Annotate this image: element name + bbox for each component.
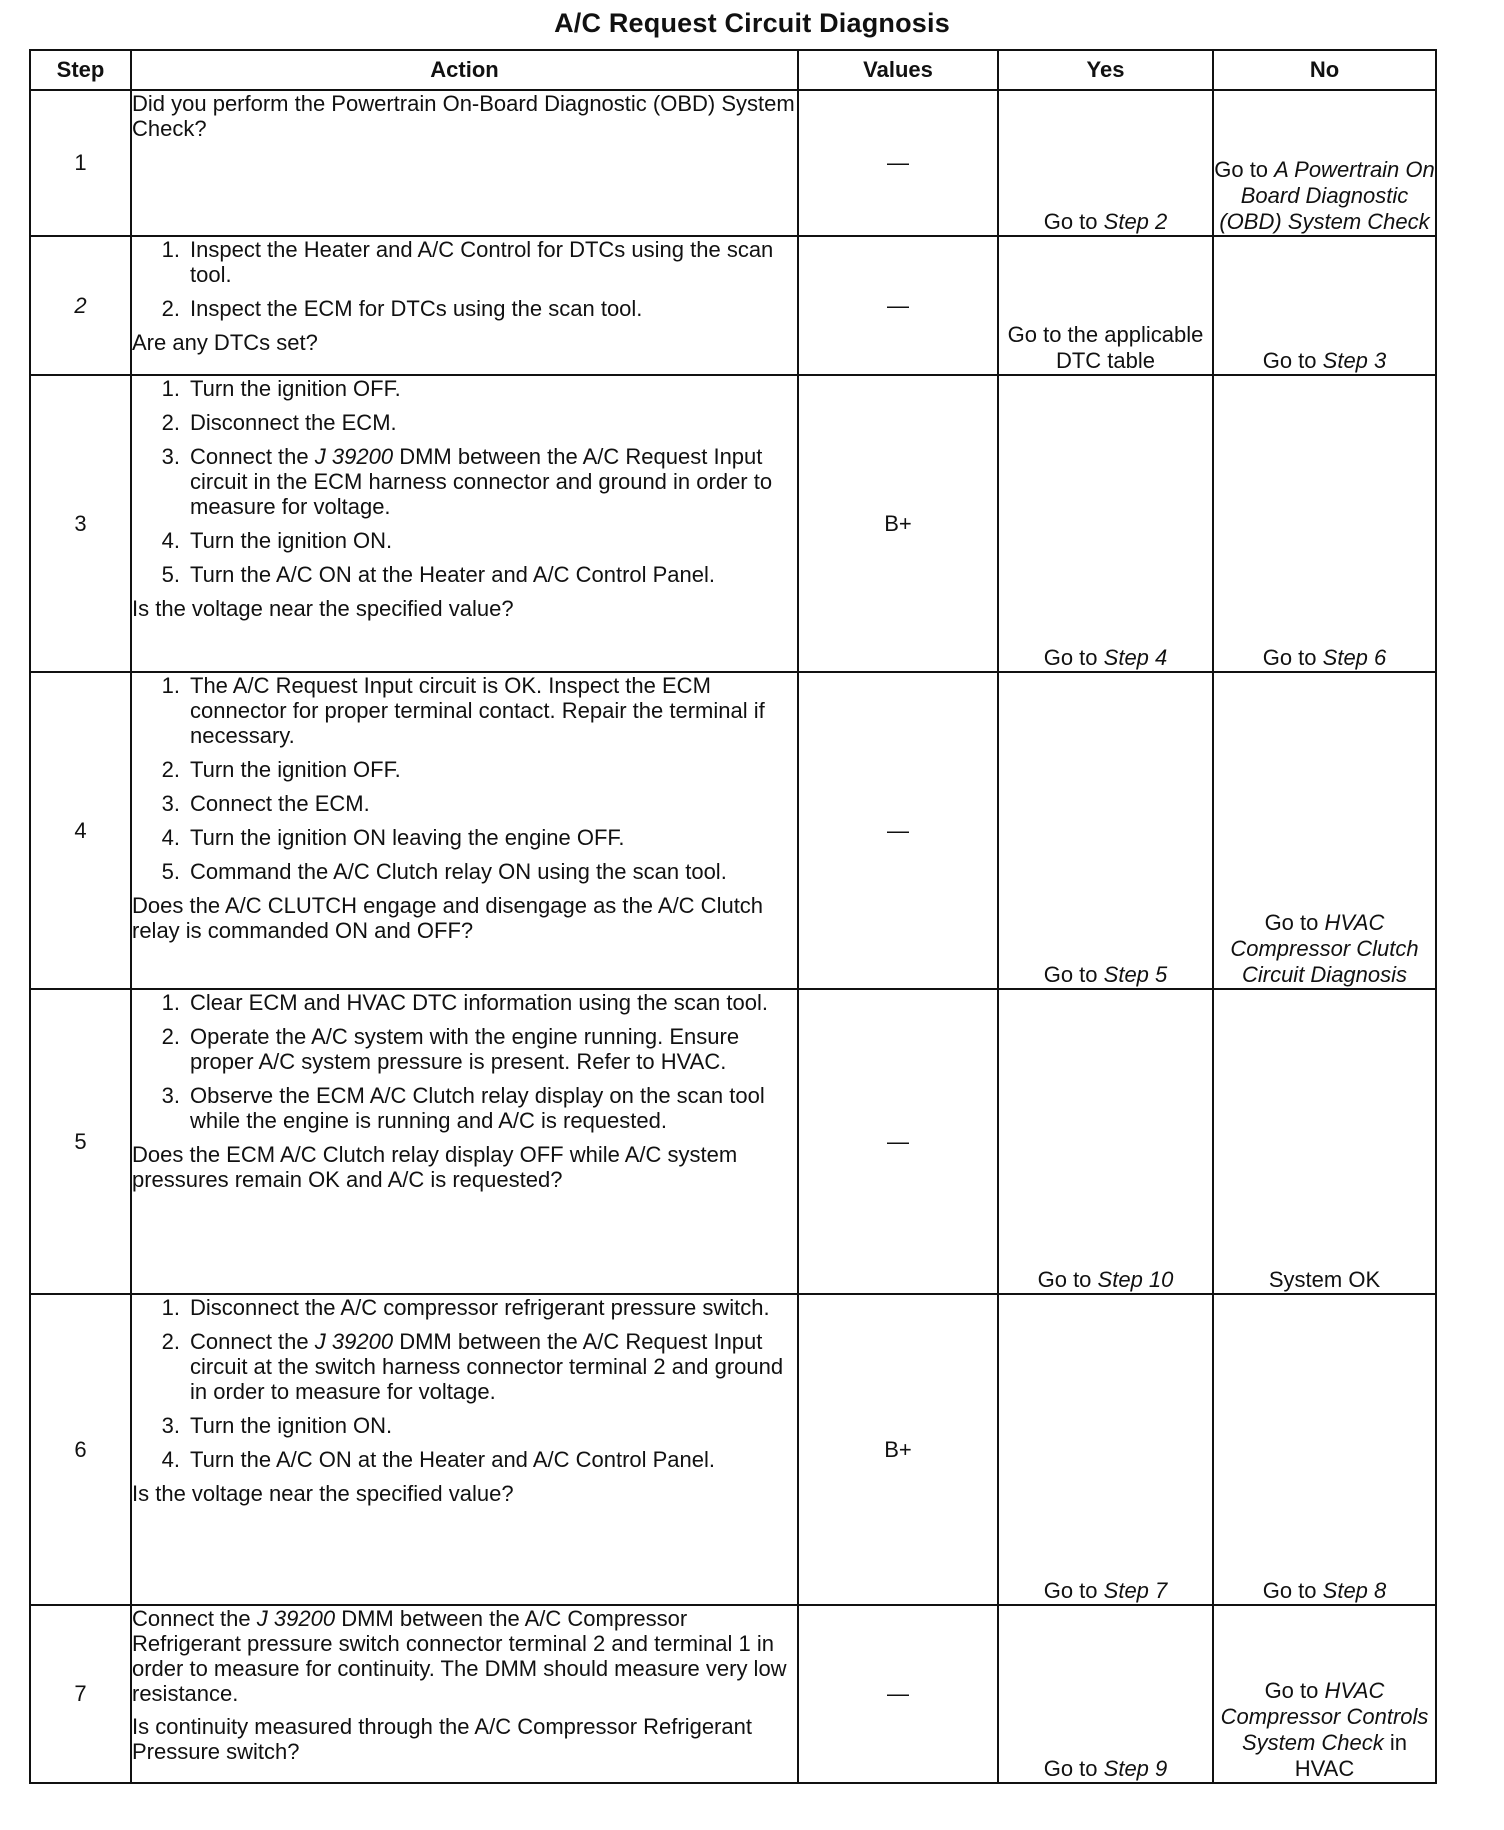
item-number: 2. (161, 1024, 180, 1049)
item-number: 1. (161, 990, 180, 1015)
outcome-reference[interactable]: Step 6 (1322, 645, 1387, 670)
column-header-no: No (1213, 50, 1436, 90)
outcome-prefix: Go to (1043, 1756, 1098, 1781)
values-cell: B+ (798, 375, 998, 672)
item-number: 4. (161, 1447, 180, 1472)
list-item (132, 237, 797, 287)
list-item (132, 1295, 797, 1320)
outcome-reference[interactable]: Step 9 (1103, 1756, 1168, 1781)
outcome-prefix: Go to (1043, 962, 1098, 987)
outcome-prefix: Go to (1264, 1678, 1319, 1703)
outcome-prefix: Go to (1262, 645, 1317, 670)
no-cell (1213, 90, 1436, 236)
item-text: Connect the ECM. (190, 791, 370, 816)
yes-cell (998, 1605, 1213, 1783)
item-number: 1. (161, 673, 180, 698)
outcome-prefix: Go to (1262, 1578, 1317, 1603)
item-number: 3. (161, 444, 180, 469)
action-text: Did you perform the Powertrain On-Board Diagnostic (OBD) System Check? (132, 91, 795, 141)
column-header-action: Action (131, 50, 798, 90)
action-text: DMM between the A/C Request Input circuit in the ECM harness connector and ground in order to measure for voltage. (190, 444, 773, 519)
column-header-step: Step (30, 50, 131, 90)
no-cell (1213, 1605, 1436, 1783)
item-number: 5. (161, 859, 180, 884)
tool-reference: J 39200 (256, 1606, 336, 1631)
item-text: Turn the A/C ON at the Heater and A/C Control Panel. (190, 1447, 716, 1472)
action-text: Connect the (190, 444, 309, 469)
outcome-reference[interactable]: Step 5 (1103, 962, 1168, 987)
outcome-prefix: Go to (1214, 157, 1269, 182)
step-number: 2 (30, 236, 131, 375)
outcome-prefix: Go to (1043, 209, 1098, 234)
step-number: 6 (30, 1294, 131, 1605)
step-number: 5 (30, 989, 131, 1294)
question-text: Is continuity measured through the A/C Compressor Refrigerant Pressure switch? (132, 1714, 752, 1764)
table-row (30, 989, 1436, 1294)
item-number: 2. (161, 296, 180, 321)
list-item (132, 1083, 797, 1133)
action-text: DMM between the A/C Compressor Refrigerant pressure switch connector terminal 2 and terminal 1 in order to measure for continuity. The DMM should measure very low resistance. (132, 1606, 787, 1706)
list-item (132, 1329, 797, 1404)
list-item (132, 376, 797, 401)
action-cell (131, 375, 798, 672)
values-cell: — (798, 672, 998, 989)
tool-reference: J 39200 (314, 444, 394, 469)
table-row (30, 90, 1436, 236)
table-row (30, 236, 1436, 375)
item-text: Observe the ECM A/C Clutch relay display on the scan tool while the engine is running and A/C is requested. (190, 1083, 765, 1133)
item-text: Turn the A/C ON at the Heater and A/C Control Panel. (190, 562, 716, 587)
item-text: Turn the ignition ON. (190, 1413, 393, 1438)
list-item (132, 791, 797, 816)
action-text: Connect the (132, 1606, 251, 1631)
item-number: 2. (161, 757, 180, 782)
outcome-text: Go to the applicable DTC table (1007, 322, 1204, 373)
item-text: Clear ECM and HVAC DTC information using the scan tool. (190, 990, 768, 1015)
table-row (30, 375, 1436, 672)
list-item (132, 296, 797, 321)
action-cell (131, 672, 798, 989)
action-text: Connect the (190, 1329, 309, 1354)
tool-reference: J 39200 (314, 1329, 394, 1354)
item-text: Turn the ignition OFF. (190, 757, 401, 782)
header-row (30, 50, 1436, 90)
item-number: 4. (161, 825, 180, 850)
action-list (132, 990, 797, 1133)
table-row (30, 1605, 1436, 1783)
item-number: 2. (161, 410, 180, 435)
item-text: Operate the A/C system with the engine running. Ensure proper A/C system pressure is present. Refer to HVAC. (190, 1024, 740, 1074)
question-text: Is the voltage near the specified value? (132, 1481, 514, 1506)
item-number: 3. (161, 1083, 180, 1108)
yes-cell (998, 989, 1213, 1294)
item-text: Disconnect the ECM. (190, 410, 397, 435)
outcome-reference[interactable]: Step 2 (1103, 209, 1168, 234)
outcome-text: System OK (1268, 1267, 1381, 1292)
action-cell (131, 236, 798, 375)
action-cell (131, 90, 798, 236)
list-item (132, 1447, 797, 1472)
diagnosis-table (29, 49, 1437, 1784)
outcome-reference[interactable]: Step 3 (1322, 348, 1387, 373)
list-item (132, 1413, 797, 1438)
table-row (30, 1294, 1436, 1605)
table-body (30, 90, 1436, 1783)
yes-cell (998, 375, 1213, 672)
item-number: 1. (161, 237, 180, 262)
item-text: Inspect the ECM for DTCs using the scan tool. (190, 296, 643, 321)
column-header-yes: Yes (998, 50, 1213, 90)
list-item (132, 673, 797, 748)
list-item (132, 410, 797, 435)
outcome-reference[interactable]: Step 10 (1097, 1267, 1174, 1292)
values-cell: — (798, 236, 998, 375)
values-cell: — (798, 1605, 998, 1783)
list-item (132, 757, 797, 782)
no-cell (1213, 989, 1436, 1294)
outcome-reference[interactable]: HVAC Compressor Clutch Circuit Diagnosis (1230, 910, 1419, 987)
action-list (132, 1295, 797, 1472)
item-number: 1. (161, 1295, 180, 1320)
item-text: Command the A/C Clutch relay ON using the scan tool. (190, 859, 727, 884)
item-text: Turn the ignition OFF. (190, 376, 401, 401)
list-item (132, 444, 797, 519)
item-text: The A/C Request Input circuit is OK. Inspect the ECM connector for proper terminal contact. Repair the terminal if necessary. (190, 673, 765, 748)
page-title: A/C Request Circuit Diagnosis (554, 8, 950, 38)
outcome-prefix: Go to (1262, 348, 1317, 373)
yes-cell (998, 672, 1213, 989)
item-number: 1. (161, 376, 180, 401)
action-list (132, 237, 797, 321)
no-cell (1213, 672, 1436, 989)
item-text: Turn the ignition ON. (190, 528, 393, 553)
yes-cell (998, 236, 1213, 375)
action-paragraph (132, 1606, 797, 1706)
no-cell (1213, 236, 1436, 375)
item-text (190, 444, 797, 519)
no-cell (1213, 1294, 1436, 1605)
item-text: Disconnect the A/C compressor refrigerant pressure switch. (190, 1295, 770, 1320)
list-item (132, 528, 797, 553)
outcome-prefix: Go to (1043, 645, 1098, 670)
outcome-prefix: Go to (1043, 1578, 1098, 1603)
item-number: 4. (161, 528, 180, 553)
item-number: 3. (161, 791, 180, 816)
step-number: 4 (30, 672, 131, 989)
list-item (132, 1024, 797, 1074)
action-cell (131, 1605, 798, 1783)
list-item (132, 859, 797, 884)
outcome-reference[interactable]: HVAC Compressor Controls System Check (1220, 1678, 1429, 1755)
values-cell: B+ (798, 1294, 998, 1605)
column-header-values: Values (798, 50, 998, 90)
action-list (132, 376, 797, 587)
yes-cell (998, 1294, 1213, 1605)
item-number: 2. (161, 1329, 180, 1354)
list-item (132, 562, 797, 587)
question-text: Does the A/C CLUTCH engage and disengage as the A/C Clutch relay is commanded ON and OFF? (132, 893, 764, 943)
step-number: 3 (30, 375, 131, 672)
question-text: Does the ECM A/C Clutch relay display OFF while A/C system pressures remain OK and A/C is requested? (132, 1142, 738, 1192)
item-number: 5. (161, 562, 180, 587)
list-item (132, 990, 797, 1015)
table-row (30, 672, 1436, 989)
outcome-suffix: in HVAC (1294, 1730, 1408, 1781)
item-text: Inspect the Heater and A/C Control for DTCs using the scan tool. (190, 237, 774, 287)
action-cell (131, 1294, 798, 1605)
outcome-reference[interactable]: A Powertrain On Board Diagnostic (OBD) System Check (1219, 157, 1435, 234)
yes-cell (998, 90, 1213, 236)
action-text: DMM between the A/C Request Input circuit at the switch harness connector terminal 2 and ground in order to measure for voltage. (190, 1329, 784, 1404)
values-cell: — (798, 989, 998, 1294)
no-cell (1213, 375, 1436, 672)
outcome-prefix: Go to (1037, 1267, 1092, 1292)
question-text: Is the voltage near the specified value? (132, 596, 514, 621)
values-cell: — (798, 90, 998, 236)
question-text: Are any DTCs set? (132, 330, 318, 355)
step-number: 1 (30, 90, 131, 236)
action-list (132, 673, 797, 884)
item-number: 3. (161, 1413, 180, 1438)
list-item (132, 825, 797, 850)
outcome-prefix: Go to (1264, 910, 1319, 935)
outcome-reference[interactable]: Step 7 (1103, 1578, 1168, 1603)
outcome-reference[interactable]: Step 8 (1322, 1578, 1387, 1603)
item-text (190, 1329, 797, 1404)
outcome-reference[interactable]: Step 4 (1103, 645, 1168, 670)
action-cell (131, 989, 798, 1294)
step-number: 7 (30, 1605, 131, 1783)
item-text: Turn the ignition ON leaving the engine OFF. (190, 825, 625, 850)
